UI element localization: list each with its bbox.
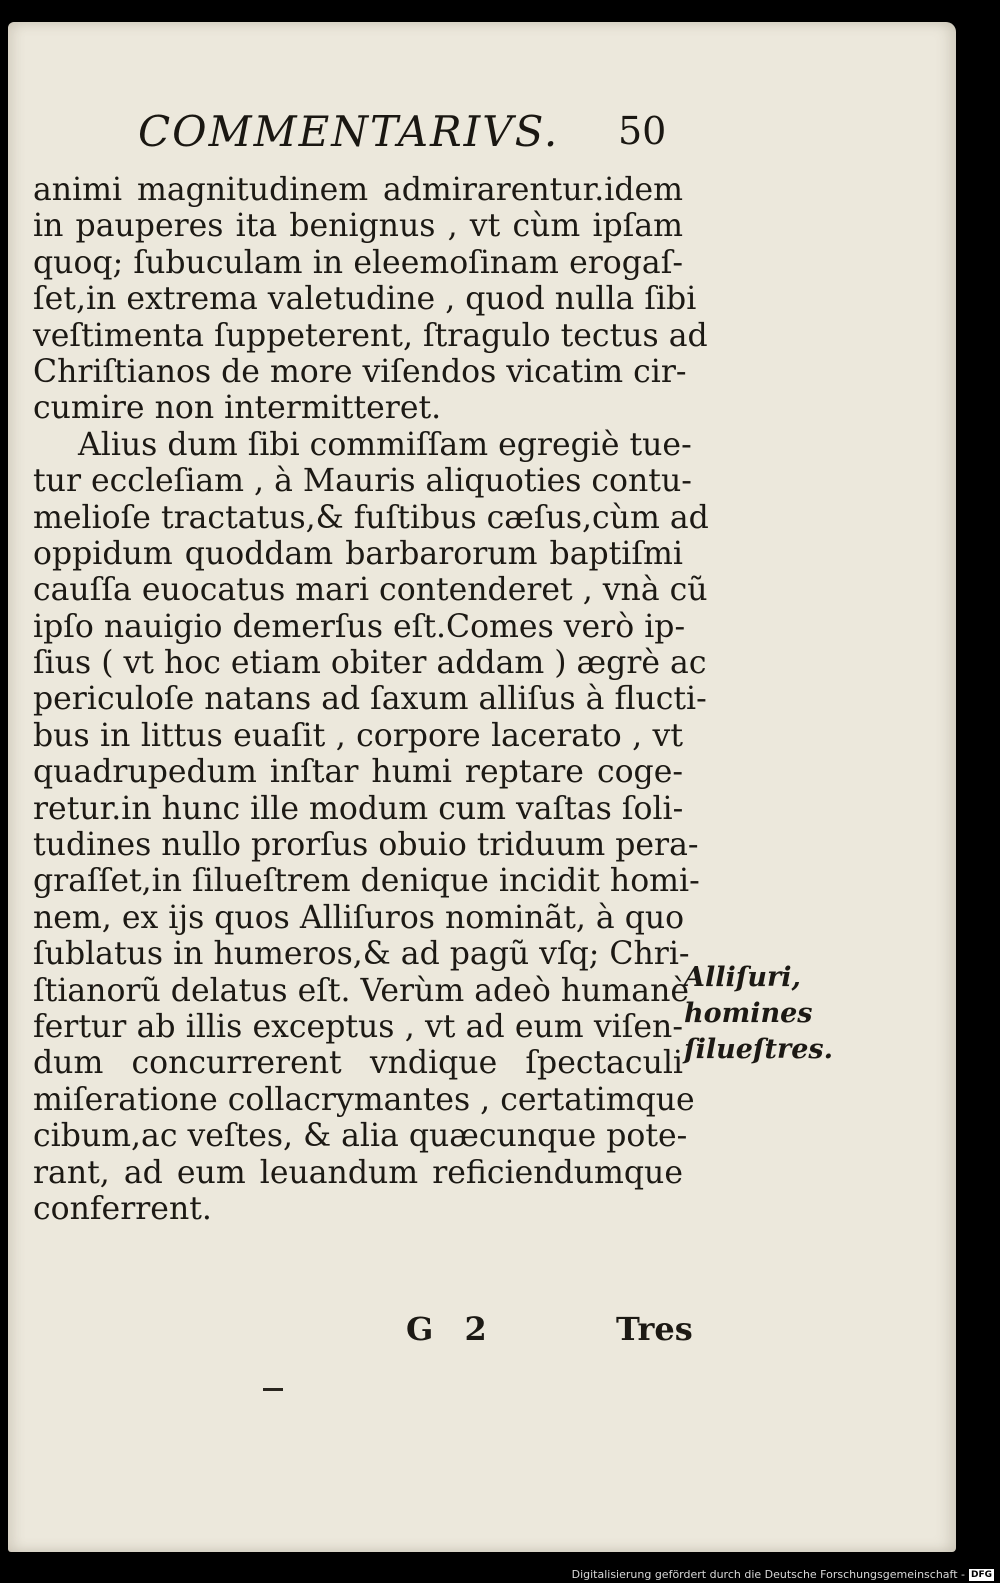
text-line: conferrent.: [33, 1190, 212, 1227]
text-line: ipſo nauigio demerſus eſt.Comes verò ip-: [33, 608, 686, 645]
text-line: tur eccleſiam , à Mauris aliquoties contu-: [33, 463, 692, 500]
text-line: quoq; ſubuculam in eleemoſinam erogaſ-: [33, 244, 683, 281]
page-number: 50: [618, 109, 667, 153]
paragraph-first-line: Alius dum ſibi commiſſam egregiè tue-: [78, 426, 692, 463]
text-line: graſſet,in ſilueſtrem denique incidit homi-: [33, 863, 700, 900]
text-line: rant, ad eum leuandum reficiendumque: [33, 1154, 683, 1191]
catchword: Tres: [616, 1310, 693, 1348]
text-line: animi magnitudinem admirarentur.idem: [33, 172, 683, 208]
text-line: ſius ( vt hoc etiam obiter addam ) ægrè ac: [33, 645, 707, 682]
text-line: fertur ab illis exceptus , vt ad eum viſen-: [33, 1008, 683, 1045]
marginal-note-line: ſilueſtres.: [684, 1034, 834, 1065]
signature-mark: G 2: [406, 1310, 497, 1348]
body-text: [33, 172, 709, 1227]
text-line: ſet,in extrema valetudine , quod nulla ſibi: [33, 281, 697, 318]
text-line: oppidum quoddam barbarorum baptiſmi: [33, 535, 683, 572]
book-page: [8, 22, 956, 1552]
text-line: nem, ex ijs quos Alliſuros nominãt, à quo: [33, 899, 685, 936]
credit-text: Digitalisierung gefördert durch die Deutsche Forschungsgemeinschaft -: [571, 1568, 965, 1581]
marginal-note-line: homines: [684, 998, 813, 1029]
page-footer-line: [398, 1310, 698, 1360]
text-line: quadrupedum inſtar humi reptare coge-: [33, 754, 683, 791]
marginal-note-line: Alliſuri,: [684, 962, 801, 993]
text-line: tudines nullo prorſus obuio triduum pera-: [33, 827, 699, 864]
text-line: miſeratione collacrymantes , certatimque: [33, 1081, 695, 1118]
text-line: cibum,ac veſtes, & alia quæcunque pote-: [33, 1118, 688, 1155]
marginal-note: [684, 960, 833, 1068]
text-line: bus in littus euaſit , corpore lacerato , vt: [33, 717, 683, 754]
text-line: ſtianorũ delatus eſt. Verùm adeò humanè: [33, 972, 689, 1009]
text-line: dum concurrerent vndique ſpectaculi: [33, 1045, 683, 1082]
text-line: retur.in hunc ille modum cum vaſtas ſoli-: [33, 790, 684, 827]
text-line: veſtimenta ſuppeterent, ſtragulo tectus ad: [33, 317, 708, 354]
text-line: cumire non intermitteret.: [33, 390, 442, 427]
text-line: cauſſa euocatus mari contenderet , vnà cũ: [33, 572, 708, 609]
text-line: melioſe tractatus,& fuſtibus cæſus,cùm ad: [33, 499, 709, 536]
printer-mark: [263, 1388, 283, 1391]
text-line: ſublatus in humeros,& ad pagũ vſq; Chri-: [33, 936, 690, 973]
text-line: in pauperes ita benignus , vt cùm ipſam: [33, 208, 683, 245]
dfg-logo: DFG: [970, 1569, 992, 1580]
text-line: Chriſtianos de more viſendos vicatim cir-: [33, 353, 687, 390]
page-header: [128, 107, 688, 167]
running-head: COMMENTARIVS.: [138, 107, 560, 156]
digitization-credit: [572, 1568, 994, 1581]
text-line: periculoſe natans ad ſaxum alliſus à flucti-: [33, 681, 707, 718]
